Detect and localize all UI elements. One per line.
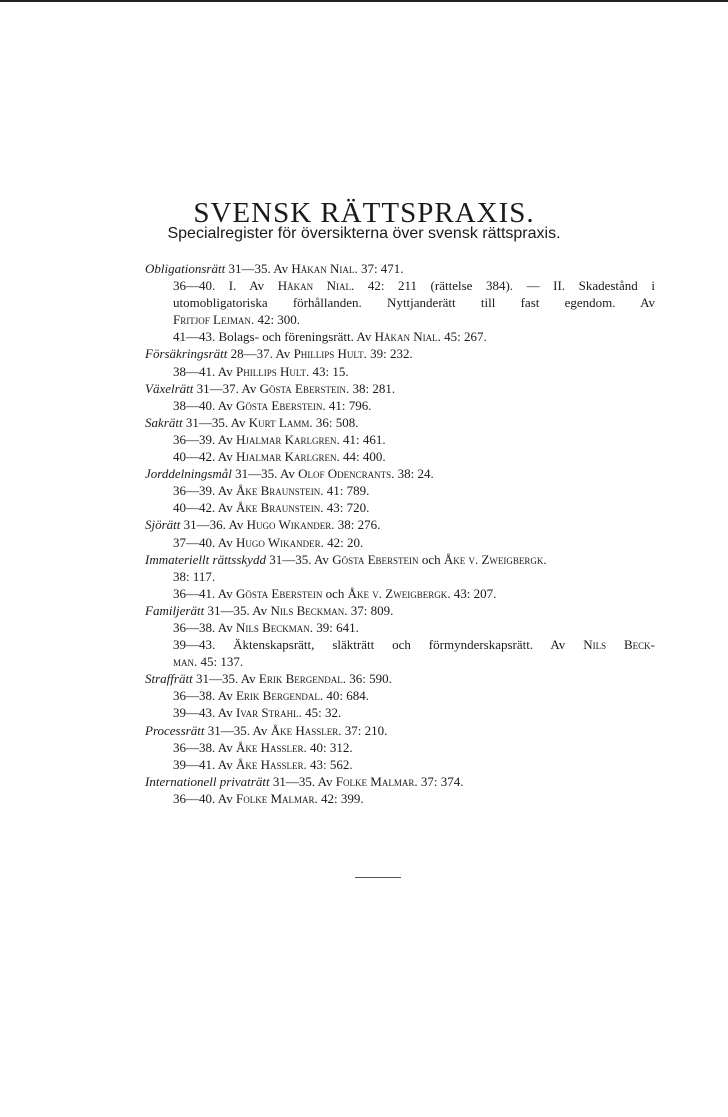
author-name: Åke Hassler xyxy=(235,739,304,755)
author-name: Hugo Wikander xyxy=(235,534,321,550)
author-name: Åke Braunstein xyxy=(235,500,321,516)
reference: . 37: 374. xyxy=(414,773,464,789)
reference: . 43: 207. xyxy=(447,585,497,601)
category-name: Jorddelningsmål xyxy=(145,466,232,482)
author-name: Erik Bergendal xyxy=(235,688,320,704)
entry-text: 31—37. Av xyxy=(193,380,260,396)
reference: . 39: 232. xyxy=(363,346,413,362)
category-name: Sjörätt xyxy=(145,517,181,533)
entry-text: 36—40. Av xyxy=(173,790,236,806)
sub-entry xyxy=(145,431,655,448)
entry-text: 36—39. Av xyxy=(173,483,236,499)
reference: . 36: 508. xyxy=(309,414,359,430)
reference: . 42: 399. xyxy=(314,790,364,806)
reference: . 40: 312. xyxy=(303,739,353,755)
entry-forsakringsratt xyxy=(145,345,655,362)
entry-text: 31—35. Av xyxy=(192,671,259,687)
author-name: Nils Beck- xyxy=(583,637,655,653)
category-name: Försäkringsrätt xyxy=(145,346,228,362)
category-name: Internationell privaträtt xyxy=(145,773,270,789)
author-name: Fritjof Lejman xyxy=(173,312,251,328)
sub-entry-continuation xyxy=(145,294,655,311)
entry-text: 38—40. Av xyxy=(173,397,236,413)
category-name: Familjerätt xyxy=(145,602,205,618)
sub-entry xyxy=(145,636,655,653)
reference: . 45: 137. xyxy=(194,654,244,670)
reference: . 44: 400. xyxy=(336,449,386,465)
author-name: Kurt Lamm xyxy=(248,414,310,430)
author-name: Erik Bergendal xyxy=(258,671,343,687)
author-name: Åke Braunstein xyxy=(235,483,321,499)
category-name: Sakrätt xyxy=(145,414,183,430)
entry-text: 28—37. Av xyxy=(227,346,294,362)
reference: . 45: 267. xyxy=(437,329,487,345)
entry-text: . xyxy=(543,551,547,567)
page-title: SVENSK RÄTTSPRAXIS. xyxy=(193,197,535,230)
category-name: Växelrätt xyxy=(145,380,194,396)
entry-text: och xyxy=(322,585,348,601)
author-name: Phillips Hult xyxy=(293,346,364,362)
entry-text: 31—36. Av xyxy=(180,517,247,533)
author-name: Olof Odencrants xyxy=(298,466,392,482)
author-name: Nils Beckman xyxy=(235,619,310,635)
sub-entry xyxy=(145,328,655,345)
author-name: Gösta Eberstein xyxy=(235,585,323,601)
entry-internationell-privatratt xyxy=(145,773,655,790)
author-name: Åke v. Zweigbergk xyxy=(347,585,448,601)
entry-text: 36—38. Av xyxy=(173,739,236,755)
reference: . 38: 24. xyxy=(391,466,434,482)
entry-text: 31—35. Av xyxy=(225,261,292,276)
entry-text: 36—41. Av xyxy=(173,585,236,601)
reference: . 36: 590. xyxy=(342,671,392,687)
entry-text: 36—39. Av xyxy=(173,431,236,447)
sub-entry xyxy=(145,790,655,807)
author-name: Håkan Nial xyxy=(277,278,352,294)
category-name: Processrätt xyxy=(145,722,205,738)
reference: . 45: 32. xyxy=(298,705,342,721)
author-name: Hjalmar Karlgren xyxy=(235,431,337,447)
entry-obligationsratt xyxy=(145,260,655,277)
entry-processratt xyxy=(145,722,655,739)
sub-entry xyxy=(145,739,655,756)
reference: . 37: 809. xyxy=(344,602,394,618)
reference: . 38: 276. xyxy=(331,517,381,533)
special-register xyxy=(145,260,655,807)
entry-text: 37—40. Av xyxy=(173,534,236,550)
entry-text: och xyxy=(418,551,444,567)
entry-text: 41—43. Bolags- och föreningsrätt. Av xyxy=(173,329,375,345)
reference: . 43: 720. xyxy=(320,500,370,516)
sub-entry-continuation xyxy=(145,653,655,670)
entry-text: . 42: 211 (rättelse 384). — II. Skadestånd i xyxy=(351,278,655,294)
author-name: Åke Hassler xyxy=(270,722,339,738)
author-name: Phillips Hult xyxy=(235,363,307,379)
author-name: Folke Malmar xyxy=(235,790,315,806)
entry-familjeratt xyxy=(145,602,655,619)
entry-text: 31—35. Av xyxy=(204,602,271,618)
category-name: Straffrätt xyxy=(145,671,193,687)
reference: . 40: 684. xyxy=(319,688,369,704)
entry-text: 38—41. Av xyxy=(173,363,236,379)
sub-entry xyxy=(145,534,655,551)
entry-text: 40—42. Av xyxy=(173,500,236,516)
sub-entry-continuation xyxy=(145,311,655,328)
entry-immateriellt-rattsskydd xyxy=(145,551,655,568)
reference: . 37: 471. xyxy=(354,261,404,276)
author-name: Ivar Strahl xyxy=(235,705,299,721)
category-name: Immateriellt rättsskydd xyxy=(145,551,266,567)
sub-entry xyxy=(145,482,655,499)
sub-entry xyxy=(145,619,655,636)
entry-text: 31—35. Av xyxy=(265,551,333,567)
entry-text: 31—35. Av xyxy=(269,773,336,789)
category-name: Obligationsrätt xyxy=(145,261,226,276)
entry-continuation xyxy=(145,568,655,585)
entry-text: utomobligatoriska förhållanden. Nyttjanderätt till fast egendom. Av xyxy=(173,295,655,311)
entry-text: 36—38. Av xyxy=(173,619,236,635)
reference: . 38: 281. xyxy=(345,380,396,396)
author-name: Åke v. Zweigbergk xyxy=(443,551,544,567)
author-name: Gösta Eberstein xyxy=(332,551,419,567)
author-name: Gösta Eberstein xyxy=(235,397,323,413)
author-name: Hjalmar Karlgren xyxy=(235,449,337,465)
entry-text: 40—42. Av xyxy=(173,449,236,465)
reference: . 41: 789. xyxy=(320,483,370,499)
top-border-rule xyxy=(0,0,728,2)
reference: . 42: 20. xyxy=(320,534,364,550)
reference: . 41: 796. xyxy=(322,397,372,413)
entry-text: 31—35. Av xyxy=(182,414,249,430)
reference: . 43: 15. xyxy=(306,363,349,379)
entry-text: 36—38. Av xyxy=(173,688,236,704)
entry-sjoratt xyxy=(145,516,655,533)
sub-entry xyxy=(145,363,655,380)
sub-entry xyxy=(145,704,655,721)
sub-entry xyxy=(145,448,655,465)
sub-entry xyxy=(145,585,655,602)
reference: . 41: 461. xyxy=(336,431,386,447)
entry-text: 39—43. Av xyxy=(173,705,236,721)
reference: . 39: 641. xyxy=(309,619,359,635)
entry-straffratt xyxy=(145,670,655,687)
sub-entry xyxy=(145,397,655,414)
entry-vaxelratt xyxy=(145,380,655,397)
entry-jorddelningsmal xyxy=(145,465,655,482)
sub-entry xyxy=(145,687,655,704)
reference: . 42: 300. xyxy=(250,312,301,328)
author-name: Håkan Nial xyxy=(291,261,355,276)
entry-text: 39—41. Av xyxy=(173,756,236,772)
author-name: Nils Beckman xyxy=(270,602,345,618)
author-name: Hugo Wikander xyxy=(246,517,332,533)
entry-text: 39—43. Äktenskapsrätt, släkträtt och förmynderskapsrätt. Av xyxy=(173,637,584,653)
end-divider-rule xyxy=(355,877,401,878)
author-name: Håkan Nial xyxy=(374,329,438,345)
reference: 38: 117. xyxy=(173,568,216,584)
entry-text: 36—40. I. Av xyxy=(173,278,278,294)
page-subtitle: Specialregister för översikterna över svensk rättspraxis. xyxy=(167,225,561,242)
author-name: Åke Hassler xyxy=(235,756,304,772)
author-name: man xyxy=(173,654,195,670)
reference: . 37: 210. xyxy=(338,722,388,738)
entry-text: 31—35. Av xyxy=(204,722,271,738)
entry-sakratt xyxy=(145,414,655,431)
author-name: Folke Malmar xyxy=(335,773,415,789)
sub-entry xyxy=(145,756,655,773)
sub-entry xyxy=(145,499,655,516)
entry-text: 31—35. Av xyxy=(231,466,299,482)
author-name: Gösta Eberstein xyxy=(259,380,346,396)
sub-entry xyxy=(145,277,655,294)
reference: . 43: 562. xyxy=(303,756,353,772)
